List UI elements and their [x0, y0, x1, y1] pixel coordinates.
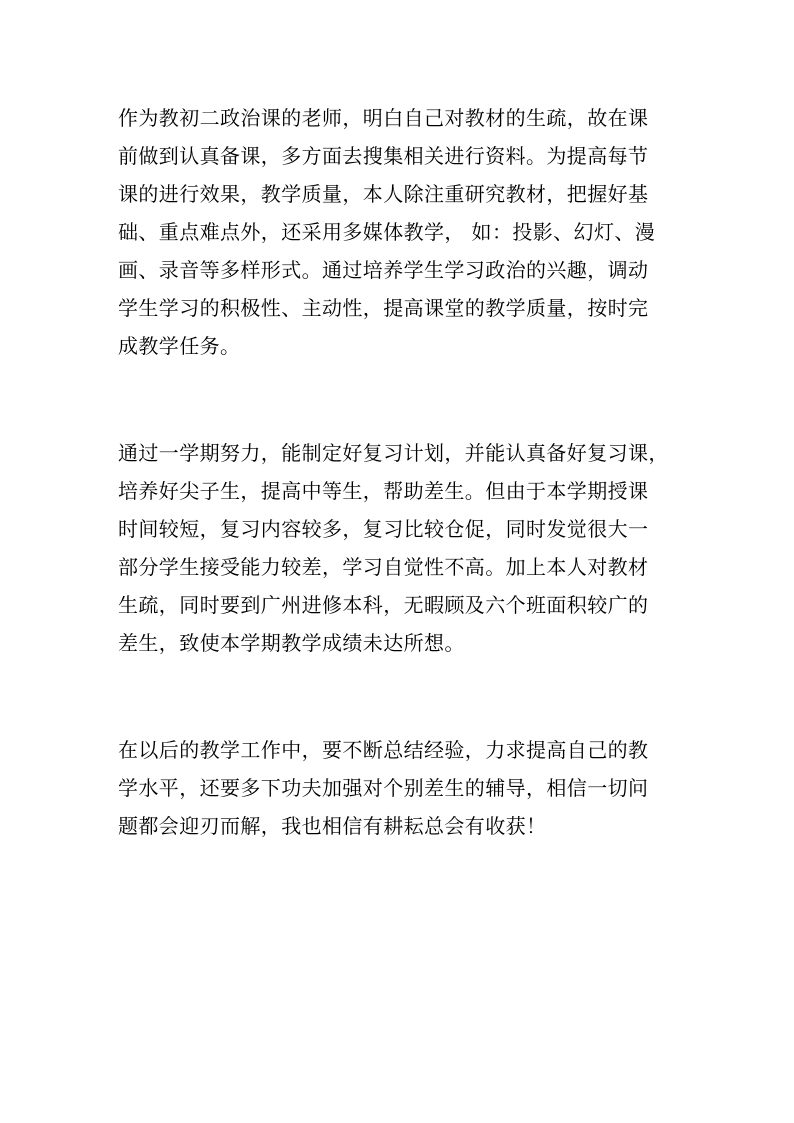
paragraph-line: 前做到认真备课，多方面去搜集相关进行资料。为提高每节	[118, 144, 649, 168]
paragraph-line: 通过一学期努力，能制定好复习计划，并能认真备好复习课，	[118, 441, 669, 465]
paragraph-line: 础、重点难点外，还采用多媒体教学， 如：投影、幻灯、漫	[118, 220, 656, 244]
paragraph-line: 时间较短，复习内容较多，复习比较仓促，同时发觉很大一	[118, 517, 649, 541]
paragraph-line: 生疏，同时要到广州进修本科，无暇顾及六个班面积较广的	[118, 593, 649, 617]
paragraph-2	[118, 434, 678, 662]
paragraph-1	[118, 99, 678, 365]
paragraph-line: 学生学习的积极性、主动性，提高课堂的教学质量，按时完	[118, 296, 649, 320]
paragraph-line: 学水平，还要多下功夫加强对个别差生的辅导，相信一切问	[118, 776, 649, 800]
paragraph-line: 作为教初二政治课的老师，明白自己对教材的生疏，故在课	[118, 106, 649, 130]
paragraph-line: 在以后的教学工作中，要不断总结经验，力求提高自己的教	[118, 738, 649, 762]
paragraph-line: 部分学生接受能力较差，学习自觉性不高。加上本人对教材	[118, 555, 649, 579]
paragraph-line: 画、录音等多样形式。通过培养学生学习政治的兴趣，调动	[118, 258, 649, 282]
paragraph-line: 培养好尖子生，提高中等生，帮助差生。但由于本学期授课	[118, 479, 649, 503]
paragraph-line: 课的进行效果，教学质量，本人除注重研究教材，把握好基	[118, 182, 649, 206]
paragraph-line: 成教学任务。	[118, 334, 241, 358]
paragraph-3	[118, 731, 678, 845]
paragraph-line: 差生，致使本学期教学成绩未达所想。	[118, 631, 465, 655]
paragraph-line: 题都会迎刃而解，我也相信有耕耘总会有收获！	[118, 814, 547, 838]
